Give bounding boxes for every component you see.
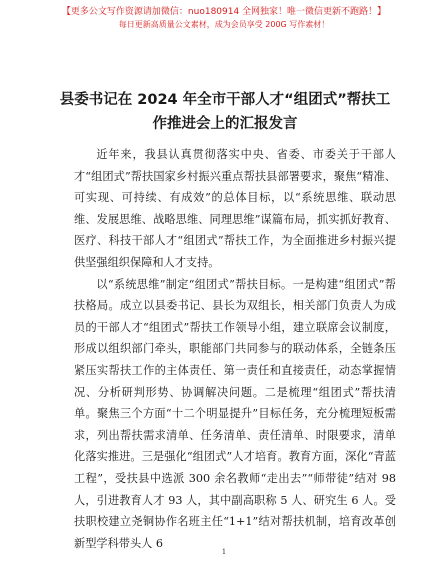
paragraph-intro: 近年来，我县认真贯彻落实中央、省委、市委关于干部人才“组团式”帮扶国家乡村振兴重点帮扶县部署要求，聚焦“精准、可实现、可持续、有成效”的总体目标，以“系统思维、联动思维、发展思维、战略思维、同理思维”谋篇布局，抓实抓好教育、医疗、科技干部人才“组团式”帮扶工作，为全面推进乡村振兴提供坚强组织保障和人才支持。 [74,148,396,269]
promo-line-2: 每日更新高质量公文素材，成为会员享受 200G 写作素材！ [118,20,330,29]
document-body [74,144,396,554]
page-number: 1 [221,548,227,556]
promo-banner [0,6,448,31]
document-title: 县委书记在 2024 年全市干部人才“组团式”帮扶工作推进会上的汇报发言 [59,92,391,132]
promo-line-1: 【更多公文写作资源请加微信：nuo180914 全网独家！唯一微信更新不跑路！】 [61,7,387,17]
paragraph-system-thinking: 以“系统思维”制定“组团式”帮扶目标。一是构建“组团式”帮扶格局。成立以县委书记、县长为双组长，相关部门负责人为成员的干部人才“组团式”帮扶工作领导小组，建立联席会议制度，形成以组织部门牵头，职能部门共同参与的联动体系，全链条压紧压实帮扶工作的主体责任、第一责任和直接责任，动态掌握情况、分析研判形势、协调解决问题。二是梳理“组团式”帮扶清单。聚焦三个方面“十二个明显提升”目标任务，充分梳理短板需求，列出帮扶需求清单、任务清单、责任清单、时限要求，清单化落实推进。三是强化“组团式”人才培育。教育方面，深化“青蓝工程”，受扶县中选派 300 余名教师“走出去”“师带徒”结对 98 人，引进教育人才 93 人，其中副高职称 5 人、研究生 6 人。受扶职校建立尧铜协作名班主任“1+1”结对帮扶机制，培育改革创新型学科带头人 6 [74,277,396,550]
